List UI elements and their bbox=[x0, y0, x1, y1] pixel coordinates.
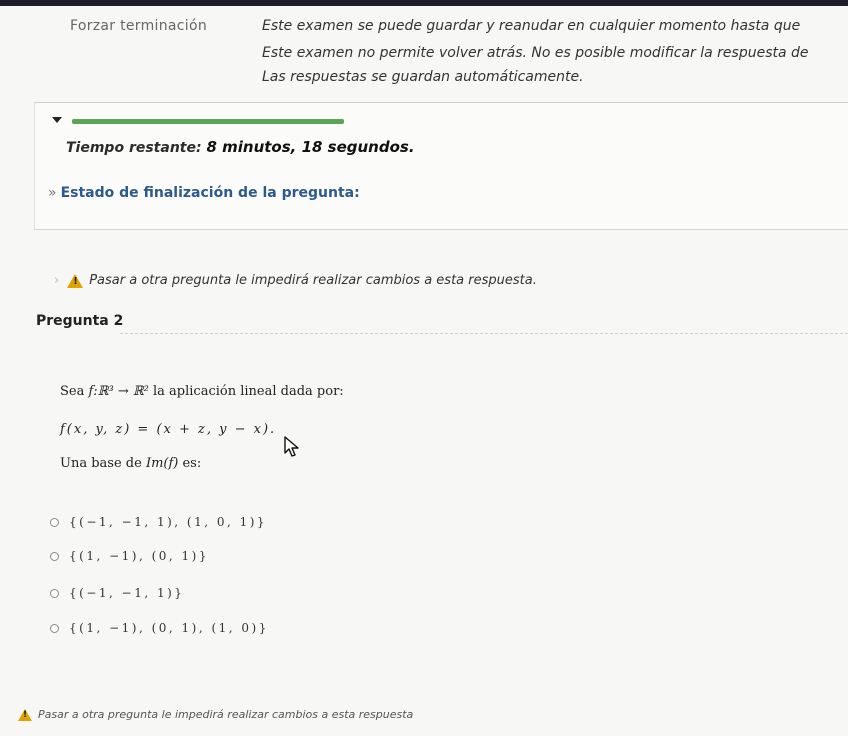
info-line-1: Este examen se puede guardar y reanudar en cualquier momento hasta que bbox=[262, 18, 801, 34]
statement-math: f:ℝ³ → ℝ² bbox=[88, 384, 149, 399]
answer-option-text: {(1, −1), (0, 1)} bbox=[69, 549, 209, 563]
prompt-pre: Una base de bbox=[60, 456, 146, 471]
function-definition: f(x, y, z) = (x + z, y − x). bbox=[60, 422, 277, 437]
info-line-3: Las respuestas se guardan automáticamente. bbox=[262, 69, 584, 85]
answer-option-text: {(−1, −1, 1)} bbox=[69, 586, 185, 600]
navigation-warning bbox=[54, 273, 537, 288]
navigation-method-label: Forzar terminación bbox=[70, 18, 208, 34]
question-statement bbox=[60, 384, 344, 399]
time-remaining-label: Tiempo restante: bbox=[66, 140, 202, 156]
answer-option-2[interactable] bbox=[50, 549, 209, 563]
collapse-caret-icon[interactable] bbox=[52, 117, 62, 123]
warning-icon bbox=[18, 709, 32, 721]
footer-warning bbox=[18, 708, 413, 721]
question-prompt bbox=[60, 456, 201, 471]
chevron-down-icon: » bbox=[48, 185, 57, 201]
answer-option-text: {(−1, −1, 1), (1, 0, 1)} bbox=[69, 515, 268, 529]
answer-option-text: {(1, −1), (0, 1), (1, 0)} bbox=[69, 621, 269, 635]
navigation-warning-text: Pasar a otra pregunta le impedirá realizar cambios a esta respuesta. bbox=[89, 273, 537, 288]
warning-icon bbox=[67, 274, 83, 288]
answer-option-1[interactable] bbox=[50, 515, 267, 529]
answer-option-3[interactable] bbox=[50, 586, 184, 600]
answer-option-4[interactable] bbox=[50, 621, 269, 635]
info-line-2: Este examen no permite volver atrás. No es posible modificar la respuesta de bbox=[262, 45, 809, 61]
radio-button[interactable] bbox=[50, 589, 59, 598]
radio-button[interactable] bbox=[50, 624, 59, 633]
statement-intro: Sea bbox=[60, 384, 89, 399]
question-status-toggle[interactable] bbox=[48, 185, 360, 201]
arrow-right-icon: › bbox=[54, 273, 60, 288]
statement-rest: la aplicación lineal dada por: bbox=[148, 384, 344, 399]
question-divider bbox=[120, 333, 848, 334]
footer-warning-text: Pasar a otra pregunta le impedirá realizar cambios a esta respuesta bbox=[38, 708, 414, 721]
mouse-cursor-icon bbox=[284, 436, 300, 458]
prompt-post: es: bbox=[178, 456, 202, 471]
radio-button[interactable] bbox=[50, 518, 59, 527]
question-status-label: Estado de finalización de la pregunta: bbox=[60, 185, 360, 201]
time-progress-bar bbox=[72, 119, 344, 124]
prompt-math: Im(f) bbox=[145, 456, 179, 471]
time-remaining bbox=[66, 138, 415, 156]
top-bar bbox=[0, 0, 848, 6]
question-title: Pregunta 2 bbox=[36, 313, 124, 329]
radio-button[interactable] bbox=[50, 552, 59, 561]
time-remaining-value: 8 minutos, 18 segundos. bbox=[206, 138, 415, 156]
